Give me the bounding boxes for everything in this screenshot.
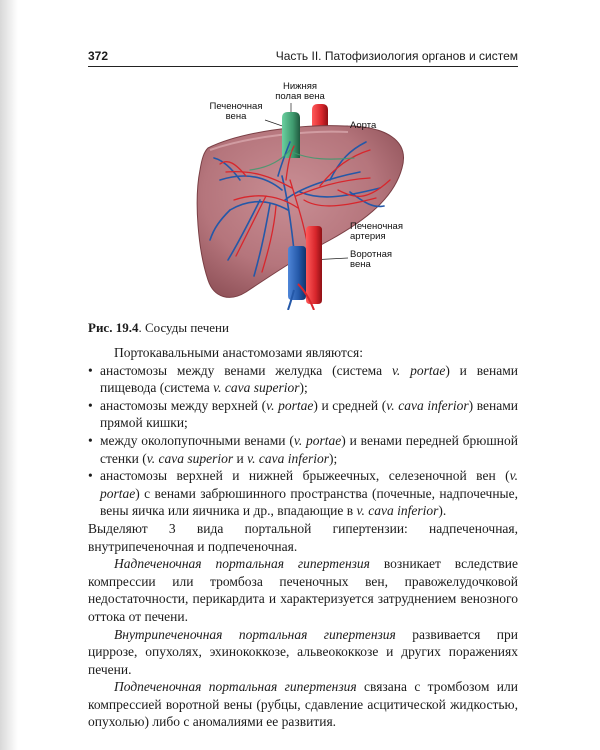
list-item: • анастомозы между венами желудка (система v. portae) и венами пищевода (система v. cava superior);	[88, 362, 518, 396]
page-gutter-shadow	[0, 0, 18, 750]
label-portal-vein: Воротная вена	[350, 249, 393, 270]
running-title: Часть II. Патофизиология органов и систем	[275, 49, 518, 63]
portal-vein-vessel	[288, 246, 306, 300]
hepatic-artery-vessel	[306, 226, 322, 304]
liver-vessels-figure	[170, 80, 440, 310]
body-text	[88, 344, 518, 731]
list-item: • анастомозы между верхней (v. portae) и средней (v. cava inferior) венами прямой кишки;	[88, 397, 518, 431]
label-aorta: Аорта	[350, 120, 377, 131]
portal-hypertension-types-paragraph: Выделяют 3 вида портальной гипертензии: надпеченочная, внутрипеченочная и подпеченочная.	[88, 520, 518, 554]
label-hepatic-artery: Печеночная артерия	[350, 221, 403, 242]
header-rule	[88, 66, 518, 67]
anastomoses-list	[88, 362, 518, 520]
ivc-vessel	[282, 112, 300, 158]
list-item: • анастомозы верхней и нижней брыжеечных, селезеночной вен (v. portae) с венами забрюшинного пространства (почечные, надпочечные, вены яичка или яичника и др., впадающие в v. cava inferior).	[88, 468, 518, 519]
subhepatic-paragraph: Подпеченочная портальная гипертензия связана с тромбозом или компрессией воротной вены (рубцы, сдавление асцитической жидкостью, опухолью) либо с аномалиями ее развития.	[88, 679, 518, 730]
figure-number: Рис. 19.4	[88, 320, 139, 335]
list-item: • между околопупочными венами (v. portae) и венами передней брюшной стенки (v. cava superior и v. cava inferior);	[88, 432, 518, 466]
label-inferior-vena-cava: Нижняя полая вена	[275, 81, 325, 102]
label-hepatic-vein: Печеночная вена	[209, 101, 263, 122]
running-header	[88, 46, 518, 66]
suprahepatic-paragraph: Надпеченочная портальная гипертензия возникает вследствие компрессии или тромбоза печеночных вен, правожелудочковой недостаточности, перикардита и характеризуется затруднением венозного оттока от печени.	[88, 556, 518, 624]
intrahepatic-paragraph: Внутрипеченочная портальная гипертензия развивается при циррозе, опухолях, эхинококкозе, альвеококкозе и других поражениях печени.	[88, 626, 518, 677]
intro-paragraph: Портокавальными анастомозами являются:	[114, 345, 363, 360]
figure-caption-text: . Сосуды печени	[138, 320, 229, 335]
figure-caption	[88, 320, 229, 336]
page-number: 372	[88, 49, 109, 63]
